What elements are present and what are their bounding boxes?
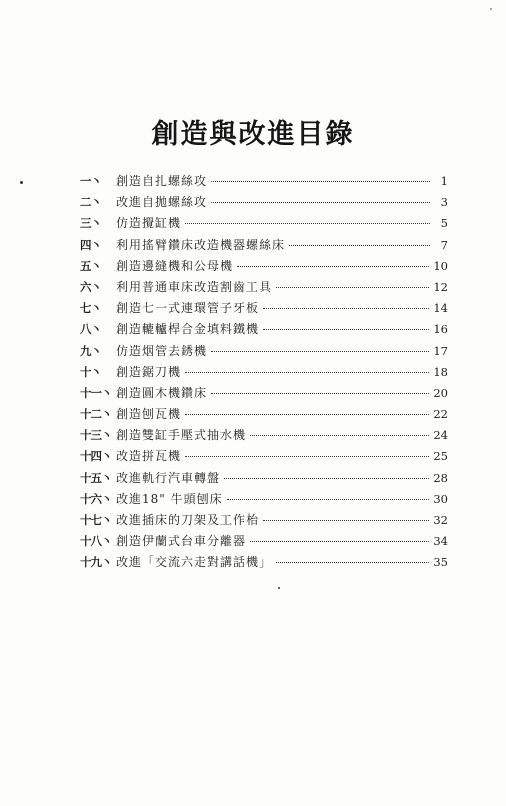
- toc-entry-number: 十三丶: [80, 428, 112, 443]
- toc-entry-page-number: 14: [433, 301, 448, 316]
- toc-entry-number: 九丶: [80, 343, 101, 358]
- toc-entry-number: 十六丶: [80, 491, 112, 506]
- toc-entry-page-number: 22: [433, 407, 448, 422]
- toc-entry-number: 一丶: [80, 174, 101, 188]
- toc-entry-number: 十二丶: [80, 407, 112, 422]
- toc-entry-page-number: 12: [433, 279, 448, 294]
- toc-entry-number: 十丶: [80, 364, 101, 379]
- toc-entry: [80, 299, 448, 320]
- toc-entry-title: 改進軌行汽車轉盤: [116, 470, 221, 485]
- toc-entry-number: 十九丶: [80, 555, 112, 570]
- toc-entry: [80, 172, 448, 193]
- dot-leader: [185, 223, 430, 224]
- toc-entry: [80, 236, 448, 257]
- toc-entry-page-number: 24: [433, 428, 448, 443]
- toc-entry-title: 仿造攪缸機: [116, 216, 182, 231]
- toc-entry-title: 改進18" 牛頭刨床: [116, 491, 223, 506]
- toc-entry: [80, 490, 448, 511]
- toc-entry-title: 創造圓木機鑽床: [116, 385, 208, 400]
- ink-speck: [278, 587, 280, 589]
- toc-entry-page-number: 5: [440, 216, 448, 231]
- toc-entry-title: 利用普通車床改造割齒工具: [116, 279, 273, 294]
- dot-leader: [211, 393, 429, 394]
- toc-entry-title: 創造伊蘭式台車分離器: [116, 534, 247, 549]
- toc-entry-title: 利用搖臂鑽床改造機器螺絲床: [116, 237, 286, 252]
- dot-leader: [250, 435, 429, 436]
- toc-entry-number: 四丶: [80, 237, 101, 252]
- toc-entry: [80, 214, 448, 235]
- toc-entry-title: 創造刨瓦機: [116, 407, 182, 422]
- toc-entry-title: 改進插床的刀架及工作枱: [116, 513, 260, 527]
- dot-leader: [185, 414, 429, 415]
- dot-leader: [211, 181, 430, 182]
- toc-entry-title: 仿造烟管去銹機: [116, 343, 208, 358]
- toc-entry-number: 十四丶: [80, 449, 112, 464]
- toc-entry-page-number: 30: [433, 491, 448, 506]
- dot-leader: [250, 541, 429, 542]
- dot-leader: [263, 329, 429, 330]
- page-title: 創造與改進目錄: [151, 119, 355, 150]
- toc-entry-title: 改進「交流六走對講話機」: [116, 555, 273, 570]
- toc-entry: [80, 278, 448, 299]
- toc-entry-page-number: 34: [433, 534, 448, 549]
- toc-entry-number: 七丶: [80, 301, 101, 316]
- toc-entry-page-number: 35: [433, 555, 448, 570]
- toc-entry: [80, 469, 448, 490]
- toc-entry: [80, 363, 448, 384]
- dot-leader: [227, 499, 430, 500]
- toc-entry-number: 十五丶: [80, 470, 112, 485]
- toc-entry: [80, 384, 448, 405]
- toc-entry: [80, 511, 448, 532]
- toc-entry-title: 創造鋸刀機: [116, 364, 182, 379]
- table-of-contents: [80, 172, 448, 575]
- toc-entry: [80, 320, 448, 341]
- dot-leader: [276, 562, 429, 563]
- toc-entry-page-number: 20: [433, 385, 448, 400]
- toc-entry-title: 創造雙缸手壓式抽水機: [116, 428, 247, 443]
- dot-leader: [289, 245, 430, 246]
- dot-leader: [237, 266, 429, 267]
- toc-entry-number: 八丶: [80, 322, 101, 337]
- toc-entry-number: 六丶: [80, 279, 101, 294]
- toc-entry: [80, 193, 448, 214]
- dot-leader: [185, 372, 429, 373]
- toc-entry: [80, 342, 448, 363]
- toc-entry: [80, 257, 448, 278]
- ink-speck: [20, 181, 23, 184]
- ink-speck: [490, 8, 492, 10]
- toc-entry-page-number: 18: [433, 364, 448, 379]
- toc-entry: [80, 532, 448, 553]
- dot-leader: [211, 202, 430, 203]
- toc-entry-page-number: 25: [433, 449, 448, 464]
- toc-entry-number: 十七丶: [80, 513, 112, 527]
- dot-leader: [263, 520, 429, 521]
- toc-entry-number: 三丶: [80, 216, 101, 231]
- toc-entry-number: 十八丶: [80, 534, 112, 549]
- toc-entry-title: 改進自拋螺絲攻: [116, 195, 208, 210]
- toc-entry-page-number: 1: [440, 174, 448, 188]
- toc-entry: [80, 405, 448, 426]
- dot-leader: [263, 308, 429, 309]
- toc-entry-page-number: 16: [433, 322, 448, 337]
- dot-leader: [224, 478, 429, 479]
- toc-entry-number: 五丶: [80, 258, 101, 273]
- toc-entry-title: 創造自扎螺絲攻: [116, 174, 208, 188]
- dot-leader: [211, 351, 429, 352]
- toc-entry-title: 創造七一式連環管子牙板: [116, 301, 260, 316]
- dot-leader: [185, 456, 429, 457]
- toc-entry: [80, 553, 448, 574]
- toc-entry: [80, 447, 448, 468]
- toc-entry: [80, 426, 448, 447]
- toc-entry-title: 改造拼瓦機: [116, 449, 182, 464]
- toc-entry-page-number: 3: [440, 195, 448, 210]
- toc-entry-page-number: 28: [433, 470, 448, 485]
- toc-entry-title: 創造邊縫機和公母機: [116, 258, 234, 273]
- toc-entry-number: 二丶: [80, 195, 101, 210]
- toc-entry-number: 十一丶: [80, 385, 112, 400]
- toc-entry-page-number: 32: [433, 513, 448, 527]
- toc-entry-page-number: 10: [433, 258, 448, 273]
- toc-entry-title: 創造轆轤桿合金填料鐵機: [116, 322, 260, 337]
- dot-leader: [276, 287, 429, 288]
- toc-entry-page-number: 17: [433, 343, 448, 358]
- toc-entry-page-number: 7: [440, 237, 448, 252]
